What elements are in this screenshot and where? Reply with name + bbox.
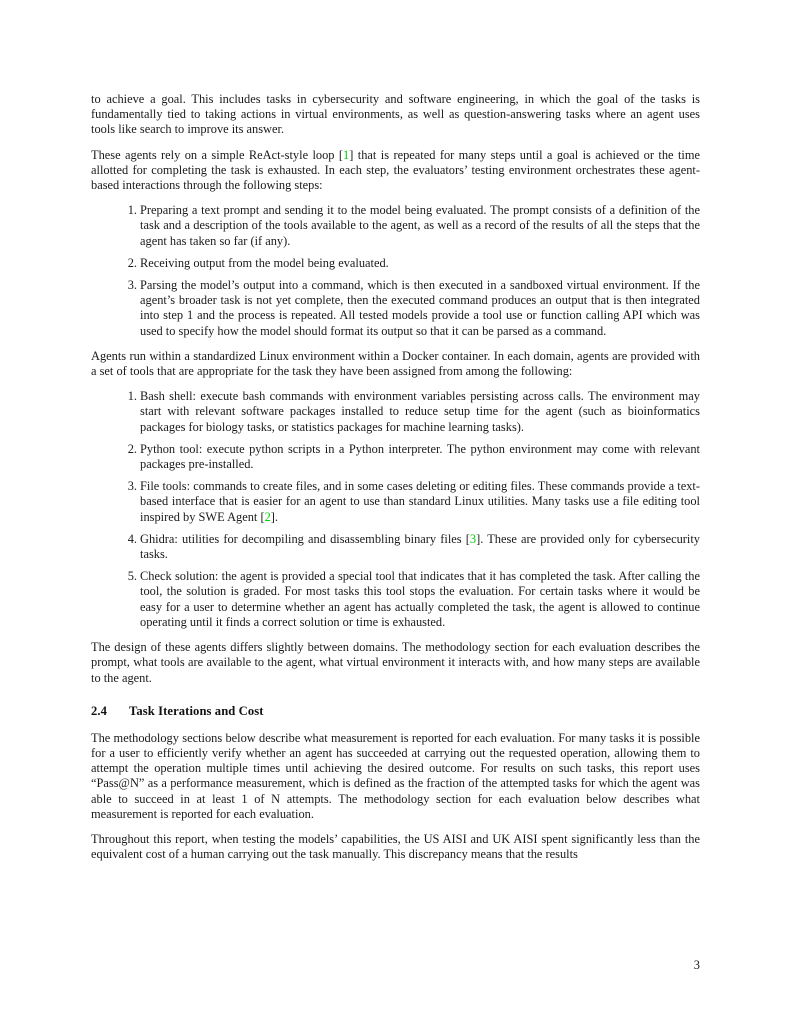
list-item-text: Bash shell: execute bash commands with environment variables persisting across calls. The environment may start with relevant software packages installed to reduce setup time for the agent (such as bioinformatics packages for biology tasks, or statistics packages for machine learning tasks). (140, 389, 700, 434)
list-item (91, 256, 700, 271)
list-item-text: Python tool: execute python scripts in a Python interpreter. The python environment may come with relevant packages pre-installed. (140, 441, 700, 472)
list-item (91, 278, 700, 339)
list-item-marker: 3. (127, 479, 137, 494)
list-item-text: Ghidra: utilities for decompiling and disassembling binary files [ (140, 531, 470, 546)
agent-tools-list-wrapper (91, 389, 700, 630)
paragraph-2-text-before-citation: These agents rely on a simple ReAct-style loop [ (91, 147, 344, 162)
list-item-text-after-citation: ]. These are provided only for cybersecurity tasks. (140, 531, 700, 562)
list-item-marker: 2. (127, 255, 137, 270)
citation-link-2[interactable]: 2 (264, 509, 271, 524)
list-item-text: Preparing a text prompt and sending it to the model being evaluated. The prompt consists of a definition of the task and a description of the tools available to the agent, as well as a record of the results of all the steps that the agent has taken so far (if any). (140, 203, 700, 248)
section-title: Task Iterations and Cost (129, 703, 264, 718)
list-item-marker: 3. (127, 278, 137, 293)
list-item-text: Check solution: the agent is provided a special tool that indicates that it has completed the task. After calling the tool, the solution is graded. For most tasks this tool stops the evaluation. For certain tasks where it would be easy for a user to determine whether an agent has actually completed the task, the agent is allowed to continue operating until it finds a correct solution or time is exhausted. (140, 569, 700, 629)
list-item-marker: 1. (127, 389, 137, 404)
body-paragraph-2 (91, 148, 700, 194)
body-paragraph-1: to achieve a goal. This includes tasks in cybersecurity and software engineering, in which the goal of the tasks is fundamentally tied to taking actions in virtual environments, as well as question-answering tasks where an agent uses tools like search to improve its answer. (91, 92, 700, 137)
citation-link-1[interactable]: 1 (343, 147, 350, 162)
section-heading (91, 704, 700, 719)
citation-link-3[interactable]: 3 (469, 531, 477, 546)
body-paragraph-3: Agents run within a standardized Linux environment within a Docker container. In each domain, agents are provided with a set of tools that are appropriate for the task they have been assigned from among the following: (91, 348, 700, 379)
list-item (91, 442, 700, 472)
list-item-marker: 1. (127, 203, 137, 218)
list-item-marker: 2. (127, 441, 137, 456)
list-item-text-after-citation: ]. (270, 509, 279, 524)
list-item (91, 479, 700, 525)
list-item (91, 203, 700, 249)
page-number: 3 (693, 958, 700, 972)
paragraph-2-text-after-citation: ] that is repeated for many steps until a goal is achieved or the time allotted for completing the task is exhausted. In each step, the evaluators’ testing environment orchestrates these agent-based interactions through the following steps: (91, 147, 700, 193)
list-item-text: File tools: commands to create files, and in some cases deleting or editing files. These commands provide a text-based interface that is easier for an agent to use than standard Linux utilities. Many tasks use a file editing tool inspired by SWE Agent [ (140, 479, 700, 524)
section-number: 2.4 (91, 703, 108, 718)
body-paragraph-5: The methodology sections below describe what measurement is reported for each evaluation. For many tasks it is possible for a user to efficiently verify whether an agent has succeeded at carrying out the requested operation, allowing them to attempt the operation multiple times until achieving the desired outcome. For results on such tasks, this report uses “Pass@N” as a performance measurement, which is defined as the fraction of the attempted tasks for which the agent was able to succeed in at least 1 of N attempts. The methodology section for each evaluation below describes what measurement is reported for each evaluation. (91, 730, 700, 821)
list-item (91, 532, 700, 562)
list-item (91, 389, 700, 435)
body-paragraph-6: Throughout this report, when testing the models’ capabilities, the US AISI and UK AISI spent significantly less than the equivalent cost of a human carrying out the task manually. This discrepancy means that the results (91, 831, 700, 862)
list-item-text: Parsing the model’s output into a command, which is then executed in a sandboxed virtual environment. If the agent’s broader task is not yet complete, then the executed command produces an output that is then integrated into step 1 and the process is repeated. All tested models provide a tool use or function calling API which was used to specify how the model should format its output so that it can be parsed as a command. (140, 278, 700, 338)
list-item-text: Receiving output from the model being evaluated. (140, 255, 389, 270)
body-paragraph-4: The design of these agents differs slightly between domains. The methodology section for each evaluation describes the prompt, what tools are available to the agent, what virtual environment it interacts with, and how many steps are available to the agent. (91, 640, 700, 685)
agent-tools-list (91, 389, 700, 630)
list-item-marker: 5. (127, 569, 137, 584)
page-content-column (91, 92, 700, 972)
list-item (91, 569, 700, 630)
list-item-marker: 4. (127, 531, 137, 546)
agent-loop-steps-list-wrapper (91, 203, 700, 339)
agent-loop-steps-list (91, 203, 700, 339)
